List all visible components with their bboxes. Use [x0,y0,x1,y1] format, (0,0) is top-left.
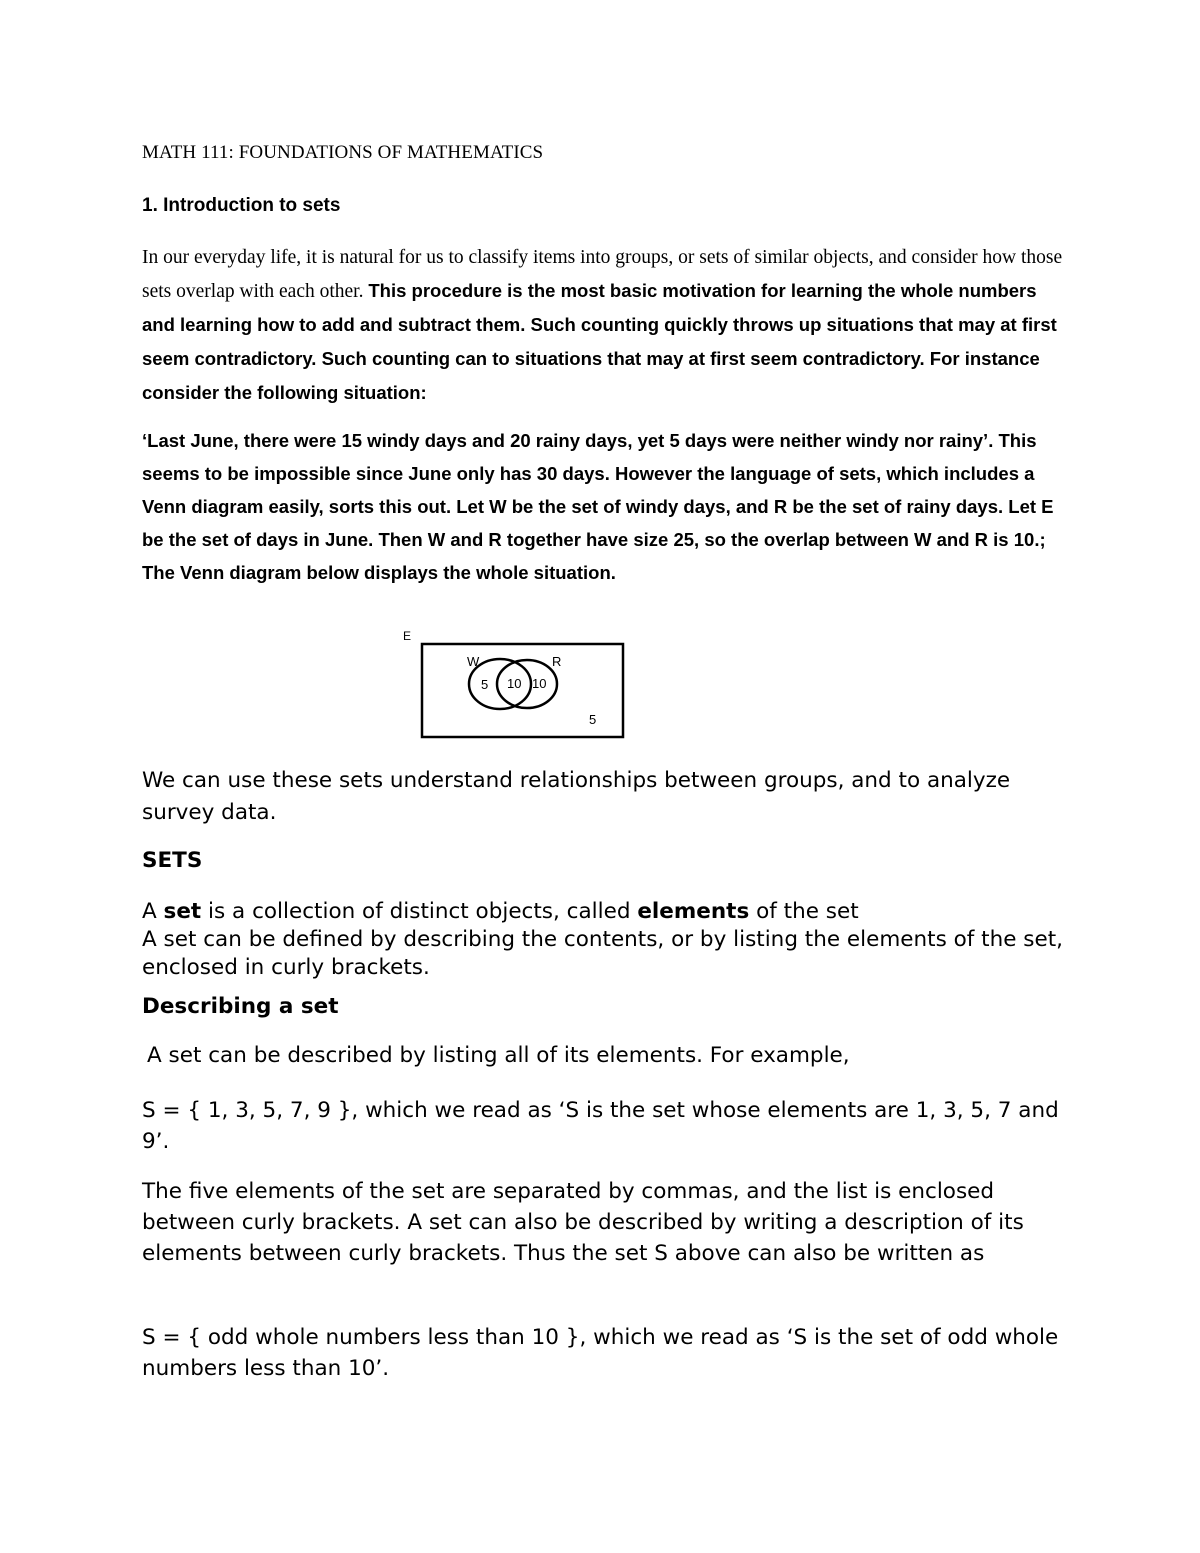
set-definition-line2: A set can be defined by describing the contents, or by listing the elements of the set, enclosed in curly brackets. [142,927,1063,980]
intro-paragraph-plain: In our everyday life, it is natural for us to classify items into groups, or sets of similar objects, and consider how those sets overlap with each other. [142,247,1063,302]
set-description-example: S = { odd whole numbers less than 10 }, which we read as ‘S is the set of odd whole numbers less than 10’. [142,1325,1059,1381]
venn-universe-label: E [403,629,412,643]
venn-outside-count: 5 [589,712,597,727]
elements-explanation: The five elements of the set are separated by commas, and the list is enclosed between curly brackets. A set can also be described by writing a description of its elements between curly brackets. Thus the set S above can also be written as [142,1179,1024,1266]
intro-paragraph [142,241,1072,410]
term-set: set [163,899,202,924]
set-listing-example: S = { 1, 3, 5, 7, 9 }, which we read as ‘S is the set whose elements are 1, 3, 5, 7 and 9’. [142,1098,1059,1154]
venn-diagram [395,628,635,743]
section-heading-describing: Describing a set [142,994,339,1019]
usage-paragraph: We can use these sets understand relationships between groups, and to analyze survey data. [142,768,1011,825]
venn-w-only-count: 5 [481,677,489,692]
term-elements: elements [637,899,750,924]
venn-overlap-count: 10 [507,676,522,691]
venn-r-only-count: 10 [532,676,547,691]
example-paragraph: ‘Last June, there were 15 windy days and 20 rainy days, yet 5 days were neither windy nor rainy’. This seems to be impossible since June only has 30 days. However the language of sets, which includes a Venn diagram easily, sorts this out. Let W be the set of windy days, and R be the set of rainy days. Let E be the set of days in June. Then W and R together have size 25, so the overlap between W and R is 10.; The Venn diagram below displays the whole situation. [142,430,1054,583]
section-heading-sets: SETS [142,848,203,873]
intro-paragraph-bold: This procedure is the most basic motivation for learning the whole numbers and learning how to add and subtract them. Such counting quickly throws up situations that may at first seem contradictory. Such counting can to situations that may at first seem contradictory. For instance consider the following situation: [142,280,1057,403]
venn-label-r: R [552,654,562,669]
venn-label-w: W [467,654,480,669]
set-definition [142,898,1082,982]
section-heading-intro: 1. Introduction to sets [142,195,341,216]
venn-circle-r [497,660,557,708]
document-title: MATH 111: FOUNDATIONS OF MATHEMATICS [142,142,544,163]
describing-intro: A set can be described by listing all of its elements. For example, [147,1043,850,1068]
set-definition-line1: A set is a collection of distinct objects, called elements of the set [142,899,859,924]
